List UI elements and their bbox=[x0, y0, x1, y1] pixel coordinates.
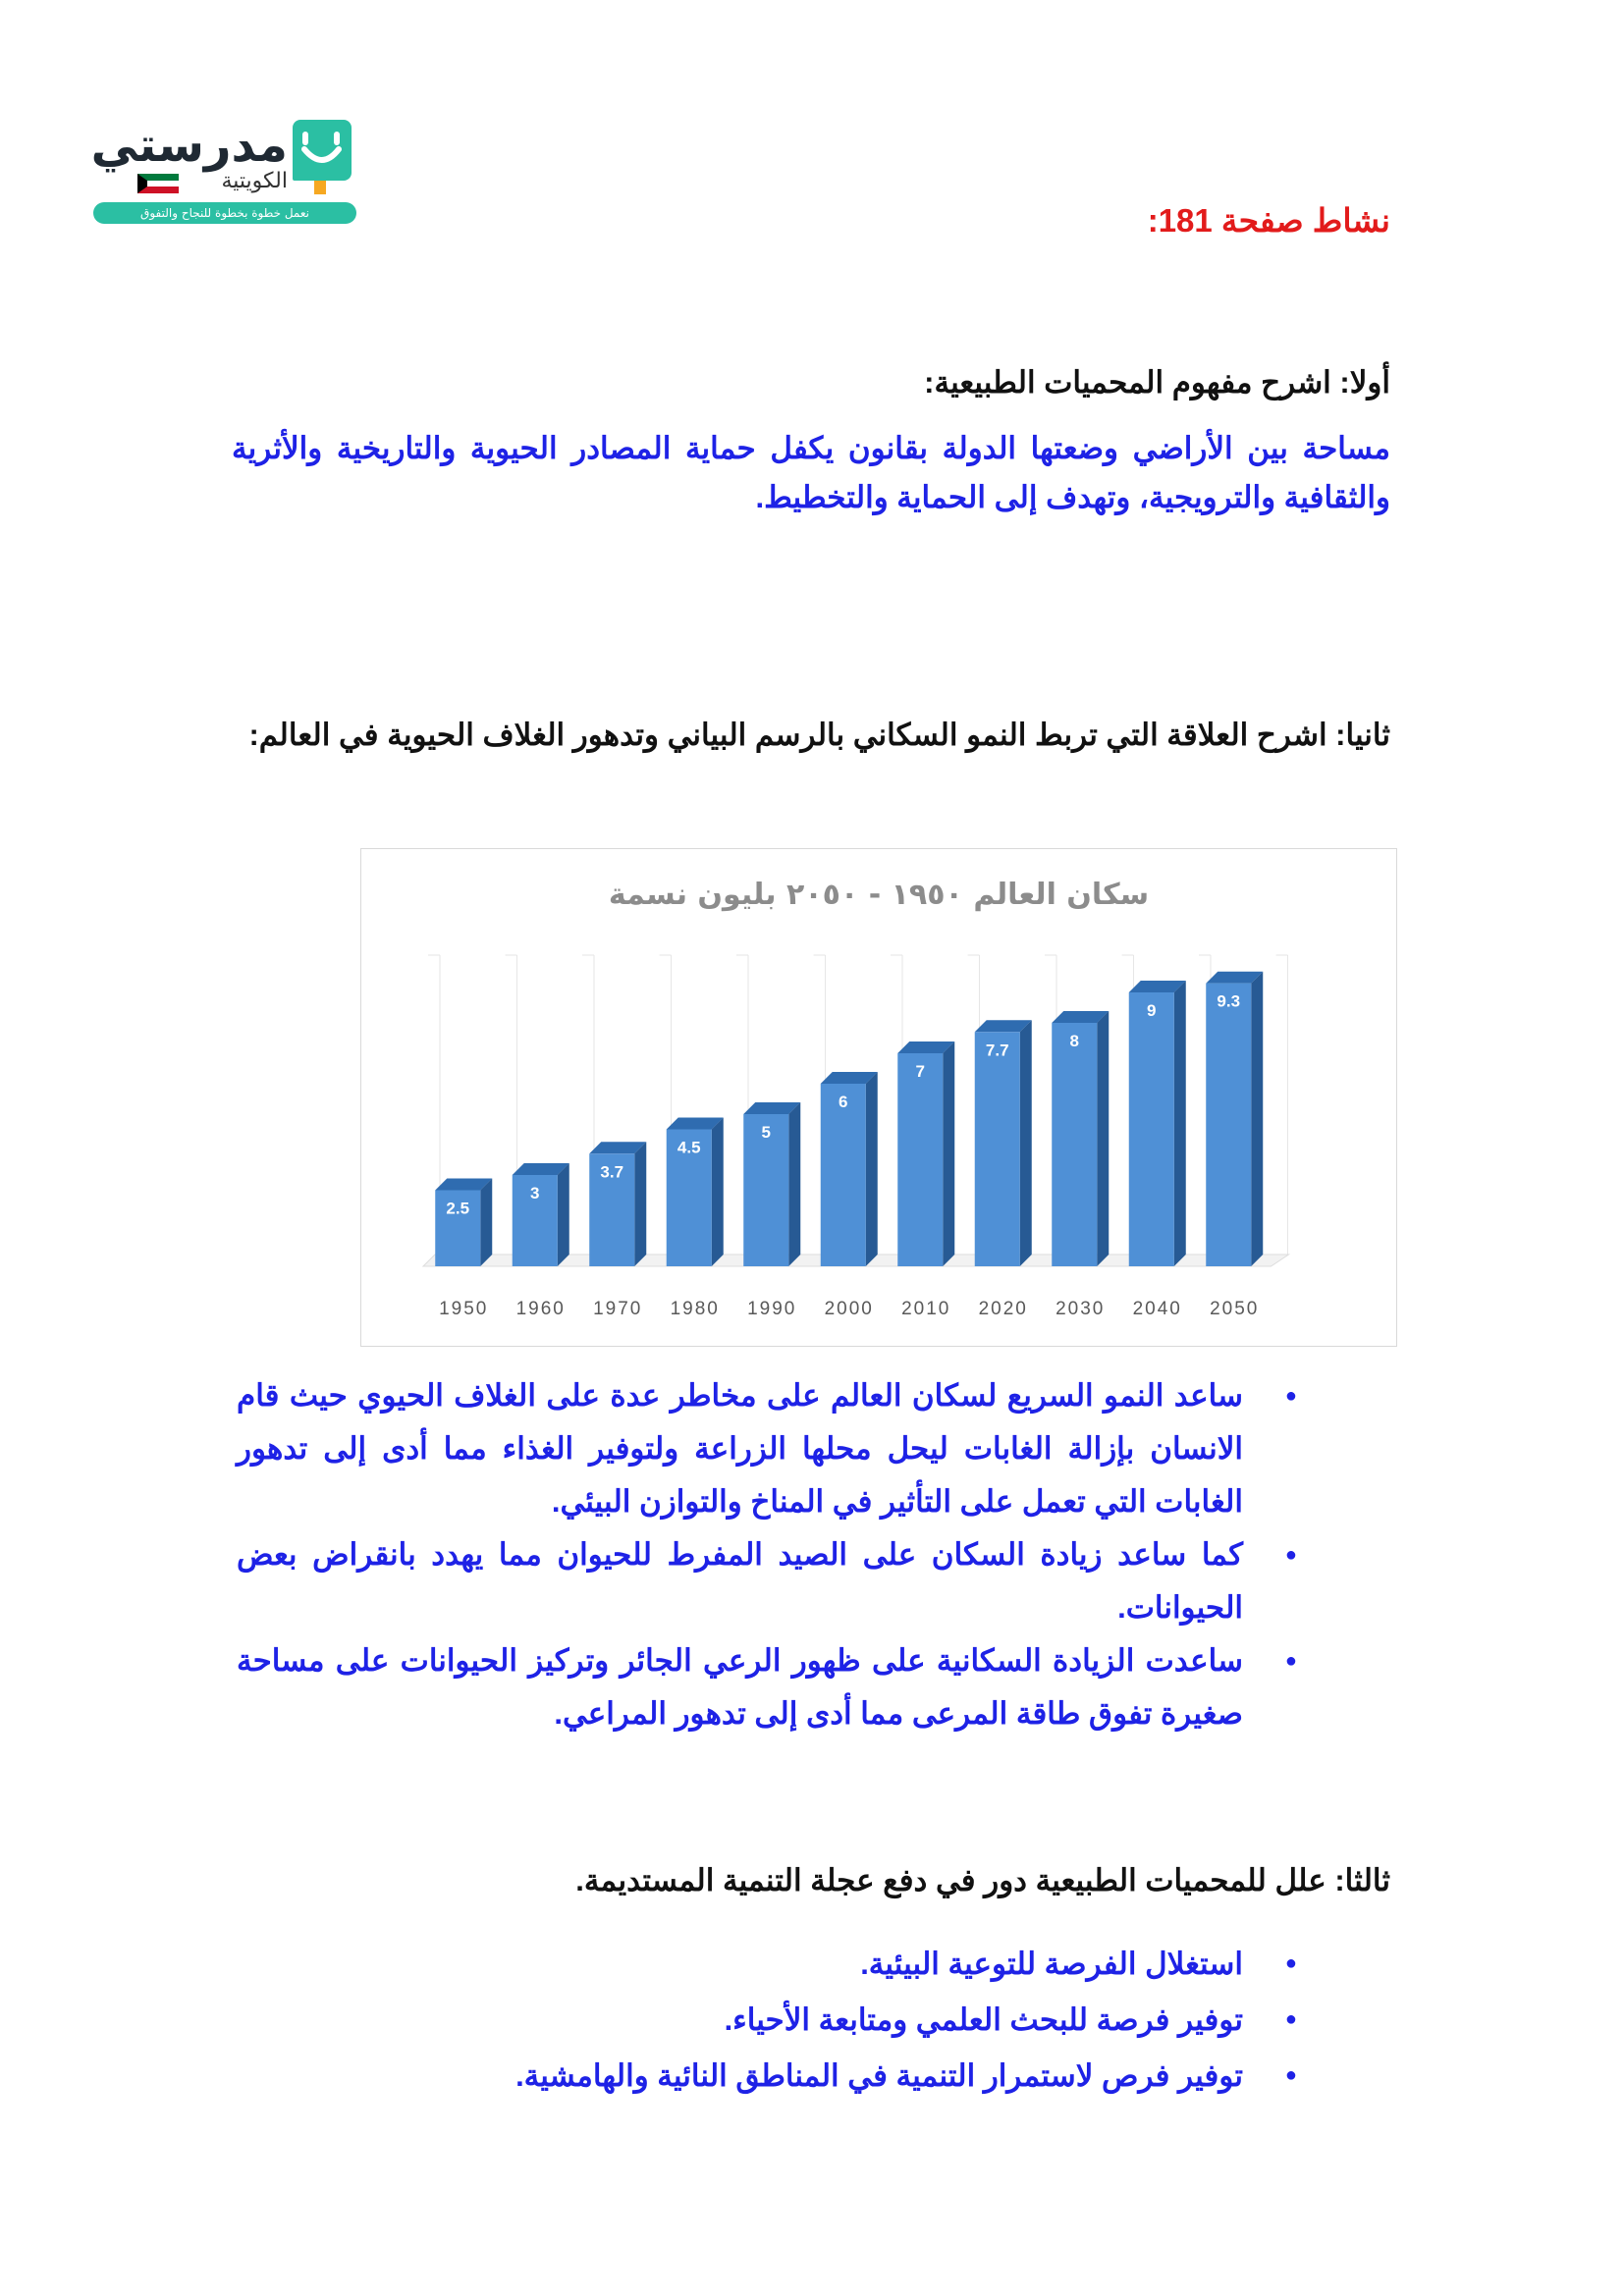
bar-side bbox=[558, 1163, 569, 1266]
bar-side bbox=[1251, 972, 1263, 1266]
answer-1: مساحة بين الأراضي وضعتها الدولة بقانون يكفل حماية المصادر الحيوية والتاريخية والأثرية والثقافية والترويجية، وتهدف إلى الحماية والتخطيط. bbox=[232, 431, 1390, 514]
x-tick-label: 2040 bbox=[1132, 1299, 1182, 1319]
list-item: ● ساعدت الزيادة السكانية على ظهور الرعي الجائر وتركيز الحيوانات على مساحة صغيرة تفوق طاقة المرعى مما أدى إلى تدهور المراعي. bbox=[237, 1634, 1297, 1740]
logo-subtitle: الكويتية bbox=[221, 169, 288, 193]
data-label: 9.3 bbox=[1217, 991, 1241, 1011]
answer-2-list bbox=[237, 1369, 1297, 1740]
population-chart bbox=[360, 848, 1397, 1347]
x-tick-label: 1990 bbox=[747, 1299, 797, 1319]
logo-tagline: نعمل خطوة بخطوة للنجاح والتفوق bbox=[93, 202, 356, 224]
bar-side bbox=[1174, 981, 1186, 1266]
x-tick-label: 1950 bbox=[439, 1299, 489, 1319]
list-item: ● توفير فرص لاستمرار التنمية في المناطق النائية والهامشية. bbox=[237, 2048, 1297, 2104]
question-1: أولا: اشرح مفهوم المحميات الطبيعية: bbox=[924, 365, 1390, 400]
bar-side bbox=[788, 1102, 800, 1266]
data-label: 3.7 bbox=[600, 1162, 624, 1182]
x-tick-label: 2010 bbox=[901, 1299, 951, 1319]
bar-side bbox=[866, 1072, 878, 1266]
data-label: 8 bbox=[1069, 1032, 1079, 1050]
data-label: 7.7 bbox=[985, 1041, 1009, 1060]
bar bbox=[975, 1032, 1020, 1266]
x-tick-label: 1960 bbox=[515, 1299, 566, 1319]
data-label: 3 bbox=[530, 1184, 540, 1202]
bar bbox=[1129, 992, 1174, 1266]
bar-side bbox=[634, 1142, 646, 1266]
bar bbox=[1052, 1023, 1097, 1266]
x-tick-label: 1970 bbox=[593, 1299, 643, 1319]
bar-side bbox=[1097, 1011, 1109, 1266]
x-tick-label: 1980 bbox=[670, 1299, 720, 1319]
kuwait-flag-icon bbox=[137, 174, 179, 193]
data-label: 2.5 bbox=[446, 1199, 470, 1218]
data-label: 6 bbox=[839, 1093, 848, 1111]
data-label: 5 bbox=[761, 1123, 771, 1142]
activity-title: نشاط صفحة 181: bbox=[1147, 202, 1390, 239]
school-logo bbox=[90, 118, 358, 226]
bar bbox=[897, 1053, 943, 1266]
bar-side bbox=[480, 1179, 492, 1267]
list-item: ● توفير فرصة للبحث العلمي ومتابعة الأحياء. bbox=[237, 1992, 1297, 2048]
bar bbox=[1206, 984, 1251, 1266]
bar-side bbox=[1020, 1020, 1032, 1266]
question-2: ثانيا: اشرح العلاقة التي تربط النمو السكاني بالرسم البياني وتدهور الغلاف الحيوية في العالم: bbox=[248, 718, 1390, 752]
population-chart-svg bbox=[361, 849, 1396, 1346]
bar-side bbox=[712, 1118, 724, 1267]
x-tick-label: 2030 bbox=[1056, 1299, 1106, 1319]
answer-3-list bbox=[237, 1936, 1297, 2104]
list-item: ● استغلال الفرصة للتوعية البيئية. bbox=[237, 1936, 1297, 1992]
list-item: ● ساعد النمو السريع لسكان العالم على مخاطر عدة على الغلاف الحيوي حيث قام الانسان بإزالة الغابات ليحل محلها الزراعة ولتوفير الغذاء مما أدى إلى تدهور الغابات التي تعمل على التأثير في المناخ والتوازن البيئي. bbox=[237, 1369, 1297, 1528]
logo-name: مدرستي bbox=[90, 118, 288, 173]
bar-side bbox=[943, 1041, 954, 1266]
logo-badge-icon bbox=[293, 120, 352, 181]
data-label: 7 bbox=[915, 1062, 925, 1081]
x-tick-label: 2020 bbox=[978, 1299, 1028, 1319]
data-label: 4.5 bbox=[677, 1138, 701, 1157]
x-tick-label: 2000 bbox=[824, 1299, 874, 1319]
chart-title: سكان العالم ١٩٥٠ - ٢٠٥٠ بليون نسمة bbox=[608, 878, 1150, 912]
data-label: 9 bbox=[1147, 1001, 1157, 1020]
x-tick-label: 2050 bbox=[1210, 1299, 1260, 1319]
list-item: ● كما ساعد زيادة السكان على الصيد المفرط للحيوان مما يهدد بانقراض بعض الحيوانات. bbox=[237, 1528, 1297, 1634]
question-3: ثالثا: علل للمحميات الطبيعية دور في دفع عجلة التنمية المستديمة. bbox=[575, 1863, 1390, 1897]
